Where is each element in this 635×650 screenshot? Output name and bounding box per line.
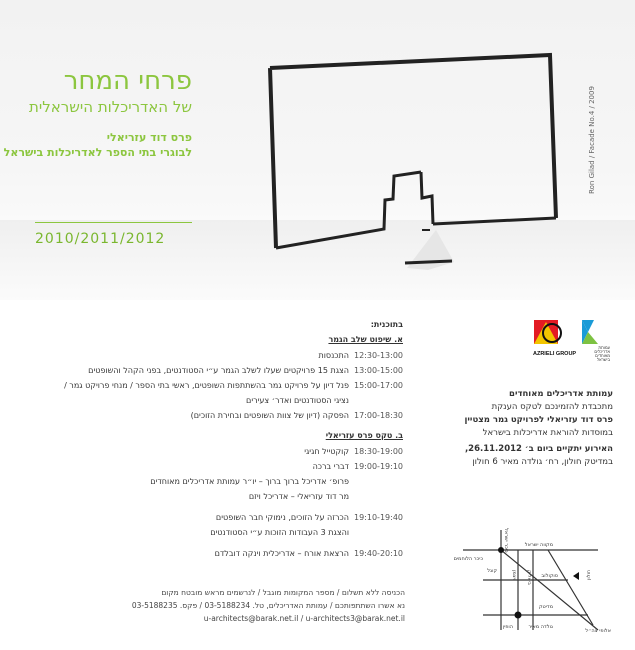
program-row: [88, 363, 403, 378]
row-time: 18:30-19:00: [354, 447, 403, 456]
prize-name: [4, 130, 192, 160]
row-text: פרופ׳ אדריכל ברוך ברוך – יו״ר עמותת אדריכלים מאוחדים: [150, 477, 349, 486]
association-line-2: אדריכלים: [594, 349, 610, 354]
program-row: [183, 525, 403, 540]
program-heading: בתוכנית:: [370, 320, 403, 329]
azrieli-logo: [532, 320, 576, 357]
row-time: 19:10-19:40: [354, 513, 403, 522]
venue-marker: [515, 612, 522, 619]
footer-emails[interactable]: u-architects@barak.net.il / u-architects3@barak.net.il: [203, 614, 405, 623]
map-label: ויצמן: [511, 570, 517, 581]
map-label: ביאליק: [526, 570, 532, 585]
row-text: דברי ברכה: [312, 462, 349, 471]
invitation-line-3: פרס דוד עזריאלי לפרויקט גמר מצטיין: [464, 415, 613, 425]
section-b-title: ב. טקס פרס עזריאלי: [325, 431, 403, 440]
map-label: כיכר הלוחמים: [453, 556, 483, 562]
arrow-icon: [573, 572, 579, 580]
association-logo: [582, 320, 611, 362]
row-text: הכרזה על הזוכים, נימוקי חבר השופטים: [215, 513, 349, 522]
page-title: פרחי המחר: [63, 66, 192, 96]
map-label: כיכר ישראל: [503, 528, 509, 553]
row-text: מר דוד עזריאלי – אדריכל ויזם: [248, 492, 349, 501]
map-label: גולדה מאיר: [528, 624, 553, 630]
row-text: פנל דיון על פרויקט גמר בהשתתפות השופטים, ראשי בתי הספר / מנחי פרויקט גמר /: [64, 381, 349, 390]
footer-line-1: הכניסה ללא תשלום / מספר המקומות מוגבל / לנרשמים מראש מובטח מקום: [161, 588, 405, 597]
map-label: קוגל: [487, 568, 497, 574]
association-line-1: עמותת: [598, 345, 610, 350]
row-text: והצגת 3 העבודות הזוכות ע״י הסטודנטים: [210, 528, 349, 537]
page-subtitle: של האדריכלות הישראלית: [29, 98, 192, 116]
map-label: חולון: [586, 569, 592, 580]
row-time: 19:40-20:10: [354, 549, 403, 558]
program-row: [183, 489, 403, 504]
program-row: [150, 474, 403, 489]
location-map: [453, 520, 613, 635]
row-text: הצגת 15 פרויקטים שעלו לשלב הגמר ע״י הסטודנטים, בפני הקהל והשופטים: [88, 366, 349, 375]
sponsor-logos: [532, 318, 612, 363]
row-text: נציגי הסטודנטים ואדר׳ צעירים: [246, 396, 349, 405]
map-label: הופין: [502, 624, 513, 630]
program-row: [183, 510, 403, 525]
row-text: קוקטייל חגיגי: [304, 447, 349, 456]
azrieli-text: AZRIELI GROUP: [533, 351, 577, 357]
program-row: [183, 546, 403, 561]
invitation-line-6: במדיטק חולון, רח׳ גולדה מאיר 6 חולון: [472, 457, 613, 467]
row-text: הרצאת אורח – אדריכלית וינקה דובלדם: [214, 549, 349, 558]
association-line-3: מאוחדים: [595, 353, 610, 358]
invitation-line-4: במוסדות להוראת אדריכלות בישראל: [482, 428, 613, 438]
invitation-line-5: האירוע יתקיים ביום ב׳ 26.11.2012,: [464, 444, 613, 454]
row-time: 19:00-19:10: [354, 462, 403, 471]
prize-line-2: לבוגרי בתי הספר לאדריכלות בישראל: [3, 146, 192, 159]
row-text: התכנסות: [318, 351, 349, 360]
row-time: 15:00-17:00: [354, 381, 403, 390]
map-label: אלופי צה״ל: [585, 628, 611, 634]
map-label: מקווה ישראל: [524, 542, 553, 548]
years: 2010/2011/2012: [35, 231, 166, 247]
footer: [132, 586, 405, 625]
invitation-line-1: עמותת אדריכלים מאוחדים: [509, 389, 613, 399]
prize-line-1: פרס דוד עזריאלי: [106, 131, 192, 144]
map-label: מדיטק: [538, 604, 553, 610]
association-line-4: בישראל: [596, 357, 610, 362]
map-label: סוקולוב: [541, 573, 558, 579]
section-a-title: א. שיפוט שלב הגמר: [328, 335, 403, 344]
row-time: 12:30-13:00: [354, 351, 403, 360]
row-time: 13:00-15:00: [354, 366, 403, 375]
divider: [35, 222, 192, 223]
program-row: [183, 348, 403, 363]
photo-credit-wrap: [588, 86, 596, 194]
footer-line-2: נא אשרו השתתפותכם / עמותת האדריכלים, טל. 03-5188234 / פקס. 03-5188235: [131, 601, 405, 610]
invitation-line-2: מתכבדת להזמינכם לטקס הענקת: [491, 402, 613, 412]
invitation-text: [363, 388, 613, 469]
photo-credit: Ron Gilad / Facade No.4 / 2009: [588, 86, 596, 194]
row-time: 17:00-18:30: [354, 411, 403, 420]
row-text: הפסקה (דיון של צוות השופטים ובחירת הזוכים): [190, 411, 349, 420]
